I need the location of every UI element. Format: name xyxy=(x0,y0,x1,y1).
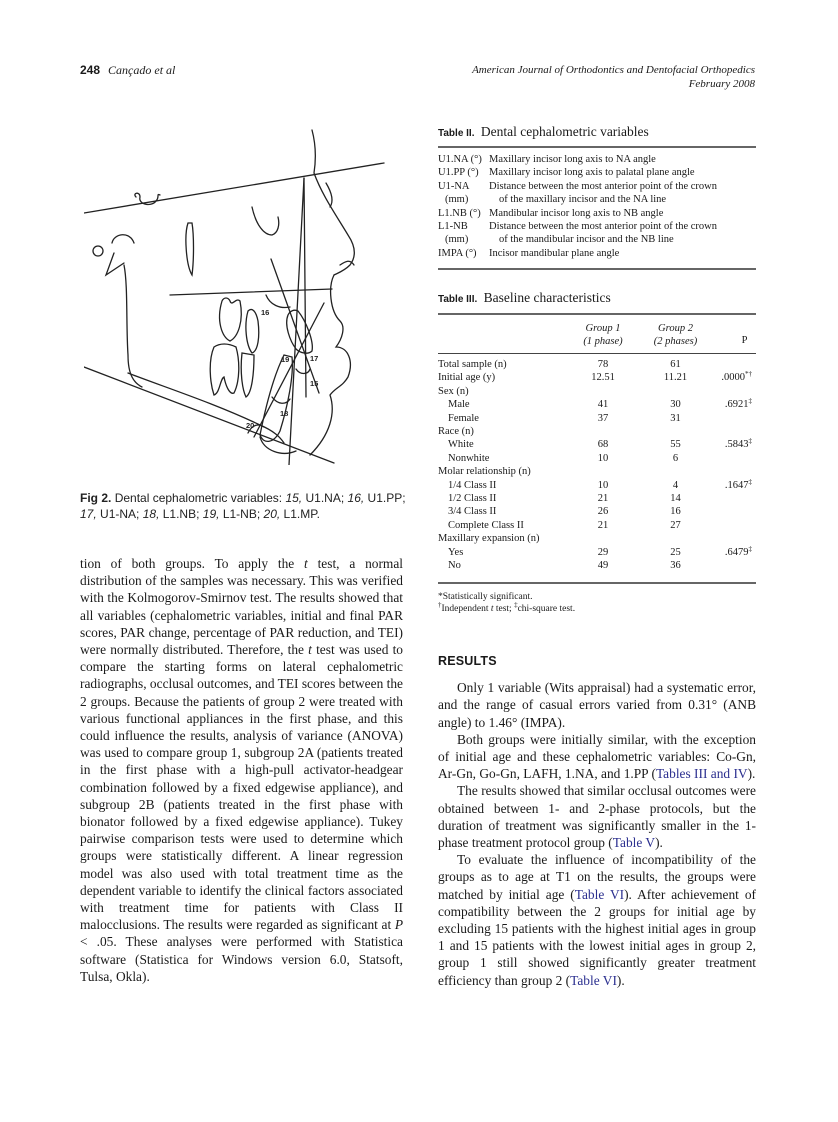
figure-label-16: 16 xyxy=(261,308,270,317)
table-row: 1/2 Class II 21 14 xyxy=(448,493,681,505)
table-row: No 49 36 xyxy=(448,560,681,572)
link-table-v[interactable]: Table V xyxy=(612,835,656,851)
table-row xyxy=(438,207,756,220)
table-row: Nonwhite 10 6 xyxy=(448,452,679,464)
table-row: Total sample (n) 78 61 xyxy=(438,359,681,370)
figure-label-18: 18 xyxy=(280,409,289,418)
table-row xyxy=(438,166,756,179)
abbr-cell: U1.PP (°) xyxy=(438,167,479,179)
figure-caption xyxy=(80,491,410,522)
caption-num: 17, xyxy=(80,506,97,521)
section-heading-results: RESULTS xyxy=(438,654,497,668)
table-row: Male 41 30 .6921‡ xyxy=(448,397,752,411)
table-row: Initial age (y) 12.51 11.21 .0000*† xyxy=(438,370,752,384)
page-number: 248 xyxy=(80,63,101,77)
table-row: Yes 29 25 .6479‡ xyxy=(448,544,752,558)
definition-cell: Incisor mandibular plane angle xyxy=(489,247,620,259)
figure-label-20: 20 xyxy=(246,421,255,430)
table-row: Female 37 31 xyxy=(448,412,681,424)
link-table-vi[interactable]: Table VI xyxy=(574,886,625,902)
table-title xyxy=(438,124,756,142)
caption-var: L1.MP. xyxy=(283,506,321,521)
table-row xyxy=(438,247,756,260)
table-row xyxy=(438,180,756,193)
table-row: Molar relationship (n) xyxy=(438,466,531,478)
table-row: Sex (n) xyxy=(438,385,469,397)
figure-label-15: 15 xyxy=(310,379,319,388)
table-title-text: Baseline characteristics xyxy=(483,290,611,305)
table-rule xyxy=(438,268,756,270)
definition-cell: of the mandibular incisor and the NB line xyxy=(499,234,674,246)
journal-name: American Journal of Orthodontics and Dentofacial Orthopedics xyxy=(472,64,755,76)
issue-date: February 2008 xyxy=(688,78,755,90)
abbr-cell: (mm) xyxy=(445,234,469,246)
table-row: Complete Class II 21 27 xyxy=(448,519,681,531)
table-row xyxy=(438,220,756,233)
definition-cell: Maxillary incisor long axis to NA angle xyxy=(489,154,656,165)
footnote-tests: †Independent t test; ‡chi-square test. xyxy=(438,600,576,614)
definition-cell: Distance between the most anterior point of the crown xyxy=(489,221,718,233)
paragraph: Both groups were initially similar, with the exception of initial age and these cephalometric variables: Co-Gn, Ar-Gn, Go-Gn, LAFH, 1.NA, and 1.PP (Tables III and IV). xyxy=(438,731,756,782)
column-header-group1: Group 1 (1 phase) xyxy=(583,323,623,347)
abbr-cell: U1.NA (°) xyxy=(438,154,482,165)
paragraph: To evaluate the influence of incompatibility of the groups as to age at T1 on the results, the groups were matched by initial age (Table VI). After achievement of compatibility between the 2 groups for initial age by excluding 15 patients with the highest initial ages in group 1 and 15 patients with the lowest initial ages in group 2, group 1 still showed significantly greater treatment efficiency than group 2 (Table VI). xyxy=(438,852,756,988)
running-head-right xyxy=(472,63,755,91)
table-row: White 68 55 .5843‡ xyxy=(448,437,752,451)
link-table-vi[interactable]: Table VI xyxy=(570,972,617,988)
paragraph: tion of both groups. To apply the t test, a normal distribution of the samples was necessary. This was verified with the Kolmogorov-Smirnov test. The results showed that all variables (cephalometric variables, initial and final PAR scores, PAR change, percentage of PAR reduction, and TEI) were normally distributed. Therefore, the t test was used to compare the starting forms on lateral cephalometric radiographs, occlusal outcomes, and TEI scores between the 2 groups. Because the patients of group 2 were treated with various functional appliances in the first phase, and this could influence the results, analysis of variance (ANOVA) was used to compare group 1, subgroup 2A (patients treated in the first phase with a high-pull activator-headgear combination followed by a fixed edgewise appliance), and subgroup 2B (patients treated in the first phase with bionator followed by a fixed edgewise appliance). Tukey pairwise comparison tests were used to determine which groups were statistically different. A linear regression model was also used with total treatment time as the dependent variable to identify the clinical factors associated with treatment time for patients with Class II malocclusions. The results were regarded as significant at P < .05. These analyses were performed with Statistica software (Statistica for Windows version 6.0, Statsoft, Tulsa, Okla). xyxy=(80,556,404,984)
author-line: Cançado et al xyxy=(108,63,176,77)
abbr-cell: L1-NB xyxy=(438,221,468,233)
caption-var: L1.NB; xyxy=(162,506,200,521)
footnote-significant: *Statistically significant. xyxy=(438,591,533,602)
link-tables-iii-iv[interactable]: Tables III and IV xyxy=(655,766,748,782)
table-row xyxy=(438,193,756,206)
table-title-text: Dental cephalometric variables xyxy=(480,124,649,139)
table-row xyxy=(438,233,756,246)
caption-var: U1.NA; xyxy=(305,491,345,505)
table-row: 1/4 Class II 10 4 .1647‡ xyxy=(448,477,752,491)
caption-var: L1-NB; xyxy=(222,506,261,521)
caption-var: U1.PP; xyxy=(367,491,406,505)
table-row: Maxillary expansion (n) xyxy=(438,533,540,545)
cephalometric-figure xyxy=(84,125,404,465)
table-label: Table II. xyxy=(438,128,475,139)
column-header-group2: Group 2 (2 phases) xyxy=(653,323,698,347)
abbr-cell: L1.NB (°) xyxy=(438,207,481,219)
table-row: Race (n) xyxy=(438,426,474,438)
paragraph: The results showed that similar occlusal outcomes were obtained between 1- and 2-phase protocols, but the duration of treatment was significantly smaller in the 1-phase treatment protocol group (Table V). xyxy=(438,783,756,851)
body-text-left-column xyxy=(80,555,403,985)
caption-num: 15, xyxy=(285,491,303,505)
definition-cell: of the maxillary incisor and the NA line xyxy=(499,194,667,206)
body-text-right-column xyxy=(438,653,756,989)
table-dental-variables xyxy=(438,124,756,270)
definition-cell: Maxillary incisor long axis to palatal plane angle xyxy=(489,167,695,179)
abbr-cell: U1-NA xyxy=(438,180,470,192)
column-header-p: P xyxy=(741,335,748,346)
table-title xyxy=(438,290,756,308)
figure-label-19: 19 xyxy=(281,355,290,364)
table-footnotes xyxy=(438,584,756,615)
table-body xyxy=(438,354,756,577)
caption-num: 18, xyxy=(142,506,160,521)
caption-num: 19, xyxy=(202,506,220,521)
paragraph: Only 1 variable (Wits appraisal) had a systematic error, and the range of casual errors varied from 0.31° (ANB angle) to 1.46° (IMPA). xyxy=(438,680,756,730)
table-row xyxy=(438,153,756,166)
table-row: 3/4 Class II 26 16 xyxy=(448,506,681,518)
abbr-cell: IMPA (°) xyxy=(438,247,477,259)
caption-num: 20, xyxy=(263,506,281,521)
abbr-cell: (mm) xyxy=(445,194,469,206)
caption-var: U1-NA; xyxy=(100,506,140,521)
caption-num: 16, xyxy=(347,491,365,505)
figure-label-17: 17 xyxy=(310,354,319,363)
running-head-left xyxy=(80,63,175,78)
table-baseline-characteristics xyxy=(438,290,756,615)
table-label: Table III. xyxy=(438,294,478,305)
cephalometric-tracing-diagram xyxy=(84,125,404,465)
figure-caption-label: Fig 2. xyxy=(80,491,112,505)
definition-cell: Mandibular incisor long axis to NB angle xyxy=(489,207,664,219)
figure-caption-text: Dental cephalometric variables: xyxy=(114,491,283,505)
table-header xyxy=(438,315,756,353)
definition-cell: Distance between the most anterior point of the crown xyxy=(489,180,718,192)
